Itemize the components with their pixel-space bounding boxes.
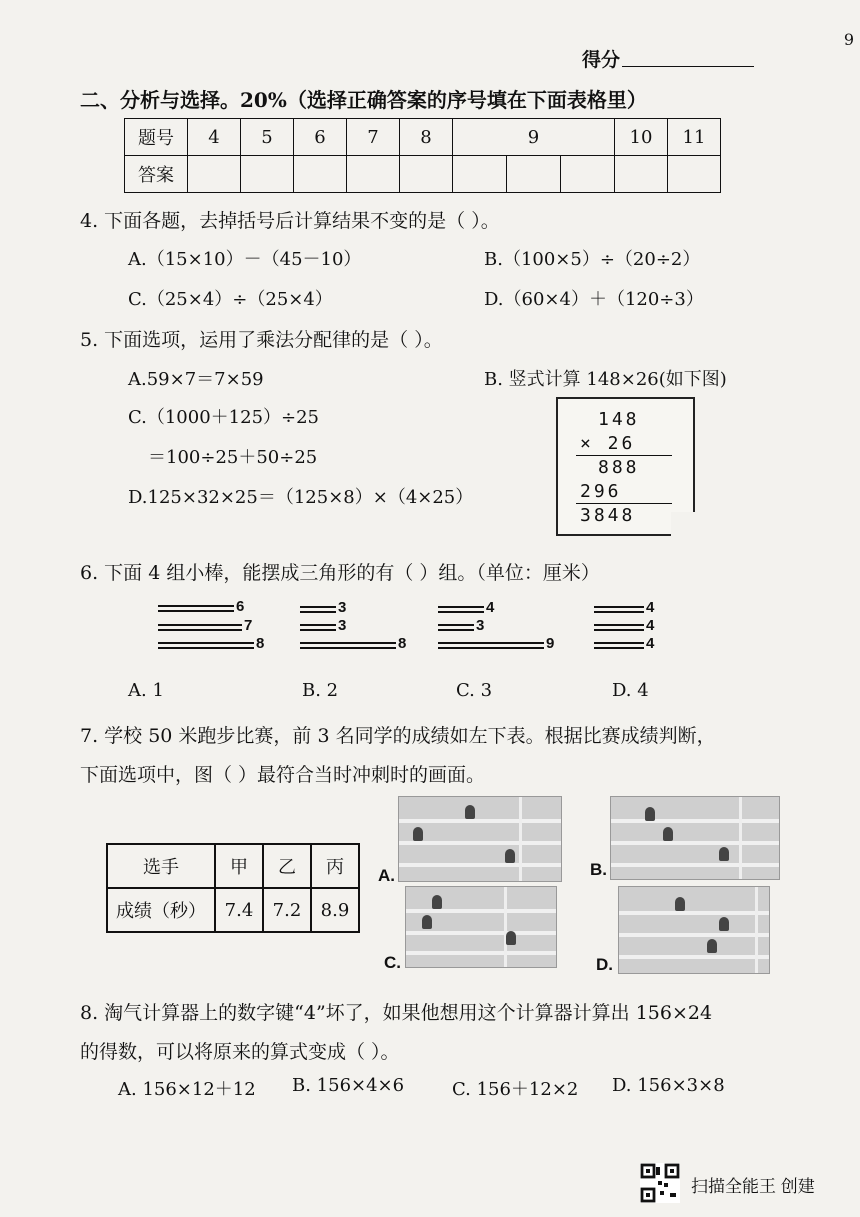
header-athlete: 选手 xyxy=(107,844,215,888)
column-q6: 6 xyxy=(294,119,347,156)
race-photo-a xyxy=(398,796,562,882)
answer-cell[interactable] xyxy=(347,156,400,193)
stick-length-label: 3 xyxy=(476,617,485,634)
q5-option-b: B. 竖式计算 148×26(如下图) xyxy=(484,369,727,390)
stick-length-label: 3 xyxy=(338,599,347,616)
photo-label-a: A. xyxy=(378,866,395,885)
time-yi: 7.2 xyxy=(263,888,311,932)
stick xyxy=(158,642,254,649)
runner-icon xyxy=(719,917,729,931)
stick xyxy=(438,642,544,649)
stick-length-label: 4 xyxy=(646,599,655,616)
answer-cell[interactable] xyxy=(615,156,668,193)
runner-icon xyxy=(719,847,729,861)
photo-label-b: B. xyxy=(590,860,607,879)
stick-length-label: 3 xyxy=(338,617,347,634)
row-label-time: 成绩（秒） xyxy=(107,888,215,932)
runner-icon xyxy=(663,827,673,841)
stick xyxy=(300,606,336,613)
stick xyxy=(300,624,336,631)
q5-option-c-line1: C.（1000＋125）÷25 xyxy=(128,407,320,428)
runner-icon xyxy=(506,931,516,945)
stick xyxy=(158,624,242,631)
header-bing: 丙 xyxy=(311,844,359,888)
q4-option-a: A.（15×10）－（45－10） xyxy=(128,249,362,270)
answer-cell[interactable] xyxy=(561,156,615,193)
folded-corner xyxy=(671,512,695,536)
calc-multiplicand: 148 xyxy=(598,409,640,430)
column-q8: 8 xyxy=(400,119,453,156)
page-number: 9 xyxy=(843,30,854,49)
time-jia: 7.4 xyxy=(215,888,263,932)
score-blank xyxy=(622,66,754,67)
q8-option-a: A. 156×12＋12 xyxy=(118,1079,256,1100)
q6-stem: 6. 下面 4 组小棒，能摆成三角形的有（ ）组。（单位：厘米） xyxy=(80,562,600,584)
qr-code-icon xyxy=(640,1163,680,1203)
column-q4: 4 xyxy=(188,119,241,156)
calc-rule xyxy=(576,455,672,456)
runner-icon xyxy=(505,849,515,863)
score-label: 得分 xyxy=(582,49,621,71)
stick xyxy=(158,605,234,612)
time-bing: 8.9 xyxy=(311,888,359,932)
race-results-table xyxy=(106,843,360,933)
stick-length-label: 7 xyxy=(244,617,253,634)
stick-length-label: 4 xyxy=(646,617,655,634)
runner-icon xyxy=(645,807,655,821)
answer-row xyxy=(125,156,721,193)
stick xyxy=(594,606,644,613)
stick xyxy=(300,642,396,649)
row-label-question: 题号 xyxy=(125,119,188,156)
q6-option-d: D. 4 xyxy=(612,680,649,701)
question-number-row xyxy=(125,119,721,156)
q6-option-c: C. 3 xyxy=(456,680,493,701)
q7-stem-line2: 下面选项中，图（ ）最符合当时冲刺时的画面。 xyxy=(80,764,486,786)
runner-icon xyxy=(675,897,685,911)
header-jia: 甲 xyxy=(215,844,263,888)
vertical-calculation-card xyxy=(556,397,695,536)
runner-icon xyxy=(465,805,475,819)
q5-option-a: A.59×7＝7×59 xyxy=(128,369,264,390)
header-yi: 乙 xyxy=(263,844,311,888)
calc-partial-2: 296 xyxy=(580,481,622,502)
row-label-answer: 答案 xyxy=(125,156,188,193)
calc-product: 3848 xyxy=(580,505,636,526)
calc-partial-1: 888 xyxy=(598,457,640,478)
calc-multiplier: × 26 xyxy=(580,433,636,454)
runner-icon xyxy=(422,915,432,929)
q4-option-c: C.（25×4）÷（25×4） xyxy=(128,289,333,310)
answer-table xyxy=(124,118,721,193)
stick xyxy=(594,624,644,631)
q7-stem-line1: 7. 学校 50 米跑步比赛，前 3 名同学的成绩如左下表。根据比赛成绩判断， xyxy=(80,725,716,747)
q4-option-d: D.（60×4）＋（120÷3） xyxy=(484,289,704,310)
answer-cell[interactable] xyxy=(453,156,507,193)
section-title: 二、分析与选择。20%（选择正确答案的序号填在下面表格里） xyxy=(80,88,647,112)
runner-icon xyxy=(413,827,423,841)
answer-cell[interactable] xyxy=(668,156,721,193)
stick xyxy=(594,642,644,649)
q5-option-c-line2: ＝100÷25＋50÷25 xyxy=(148,447,318,468)
stick-length-label: 6 xyxy=(236,598,245,615)
runner-icon xyxy=(432,895,442,909)
race-photo-d xyxy=(618,886,770,974)
q5-stem: 5. 下面选项，运用了乘法分配律的是（ ）。 xyxy=(80,329,443,351)
calc-rule xyxy=(576,503,672,504)
stick xyxy=(438,606,484,613)
q4-stem: 4. 下面各题，去掉括号后计算结果不变的是（ ）。 xyxy=(80,210,500,232)
q8-option-c: C. 156＋12×2 xyxy=(452,1079,579,1100)
q4-option-b: B.（100×5）÷（20÷2） xyxy=(484,249,701,270)
photo-label-c: C. xyxy=(384,953,401,972)
answer-cell[interactable] xyxy=(241,156,294,193)
q8-stem-line1: 8. 淘气计算器上的数字键“4”坏了，如果他想用这个计算器计算出 156×24 xyxy=(80,1002,713,1024)
race-photo-b xyxy=(610,796,780,880)
answer-cell[interactable] xyxy=(294,156,347,193)
answer-cell[interactable] xyxy=(400,156,453,193)
answer-cell[interactable] xyxy=(507,156,561,193)
column-q11: 11 xyxy=(668,119,721,156)
stick xyxy=(438,624,474,631)
answer-cell[interactable] xyxy=(188,156,241,193)
q8-option-d: D. 156×3×8 xyxy=(612,1075,725,1096)
column-q9: 9 xyxy=(453,119,615,156)
q6-option-a: A. 1 xyxy=(128,680,164,701)
q8-stem-line2: 的得数，可以将原来的算式变成（ ）。 xyxy=(80,1041,400,1063)
photo-label-d: D. xyxy=(596,955,613,974)
stick-length-label: 4 xyxy=(646,635,655,652)
runner-icon xyxy=(707,939,717,953)
column-q7: 7 xyxy=(347,119,400,156)
column-q5: 5 xyxy=(241,119,294,156)
stick-length-label: 8 xyxy=(256,635,265,652)
q5-option-d: D.125×32×25＝（125×8）×（4×25） xyxy=(128,487,474,508)
footer-brand: 扫描全能王 创建 xyxy=(691,1177,815,1196)
race-photo-c xyxy=(405,886,557,968)
stick-length-label: 9 xyxy=(546,635,555,652)
q6-option-b: B. 2 xyxy=(302,680,339,701)
stick-length-label: 8 xyxy=(398,635,407,652)
q8-option-b: B. 156×4×6 xyxy=(292,1075,405,1096)
stick-length-label: 4 xyxy=(486,599,495,616)
column-q10: 10 xyxy=(615,119,668,156)
